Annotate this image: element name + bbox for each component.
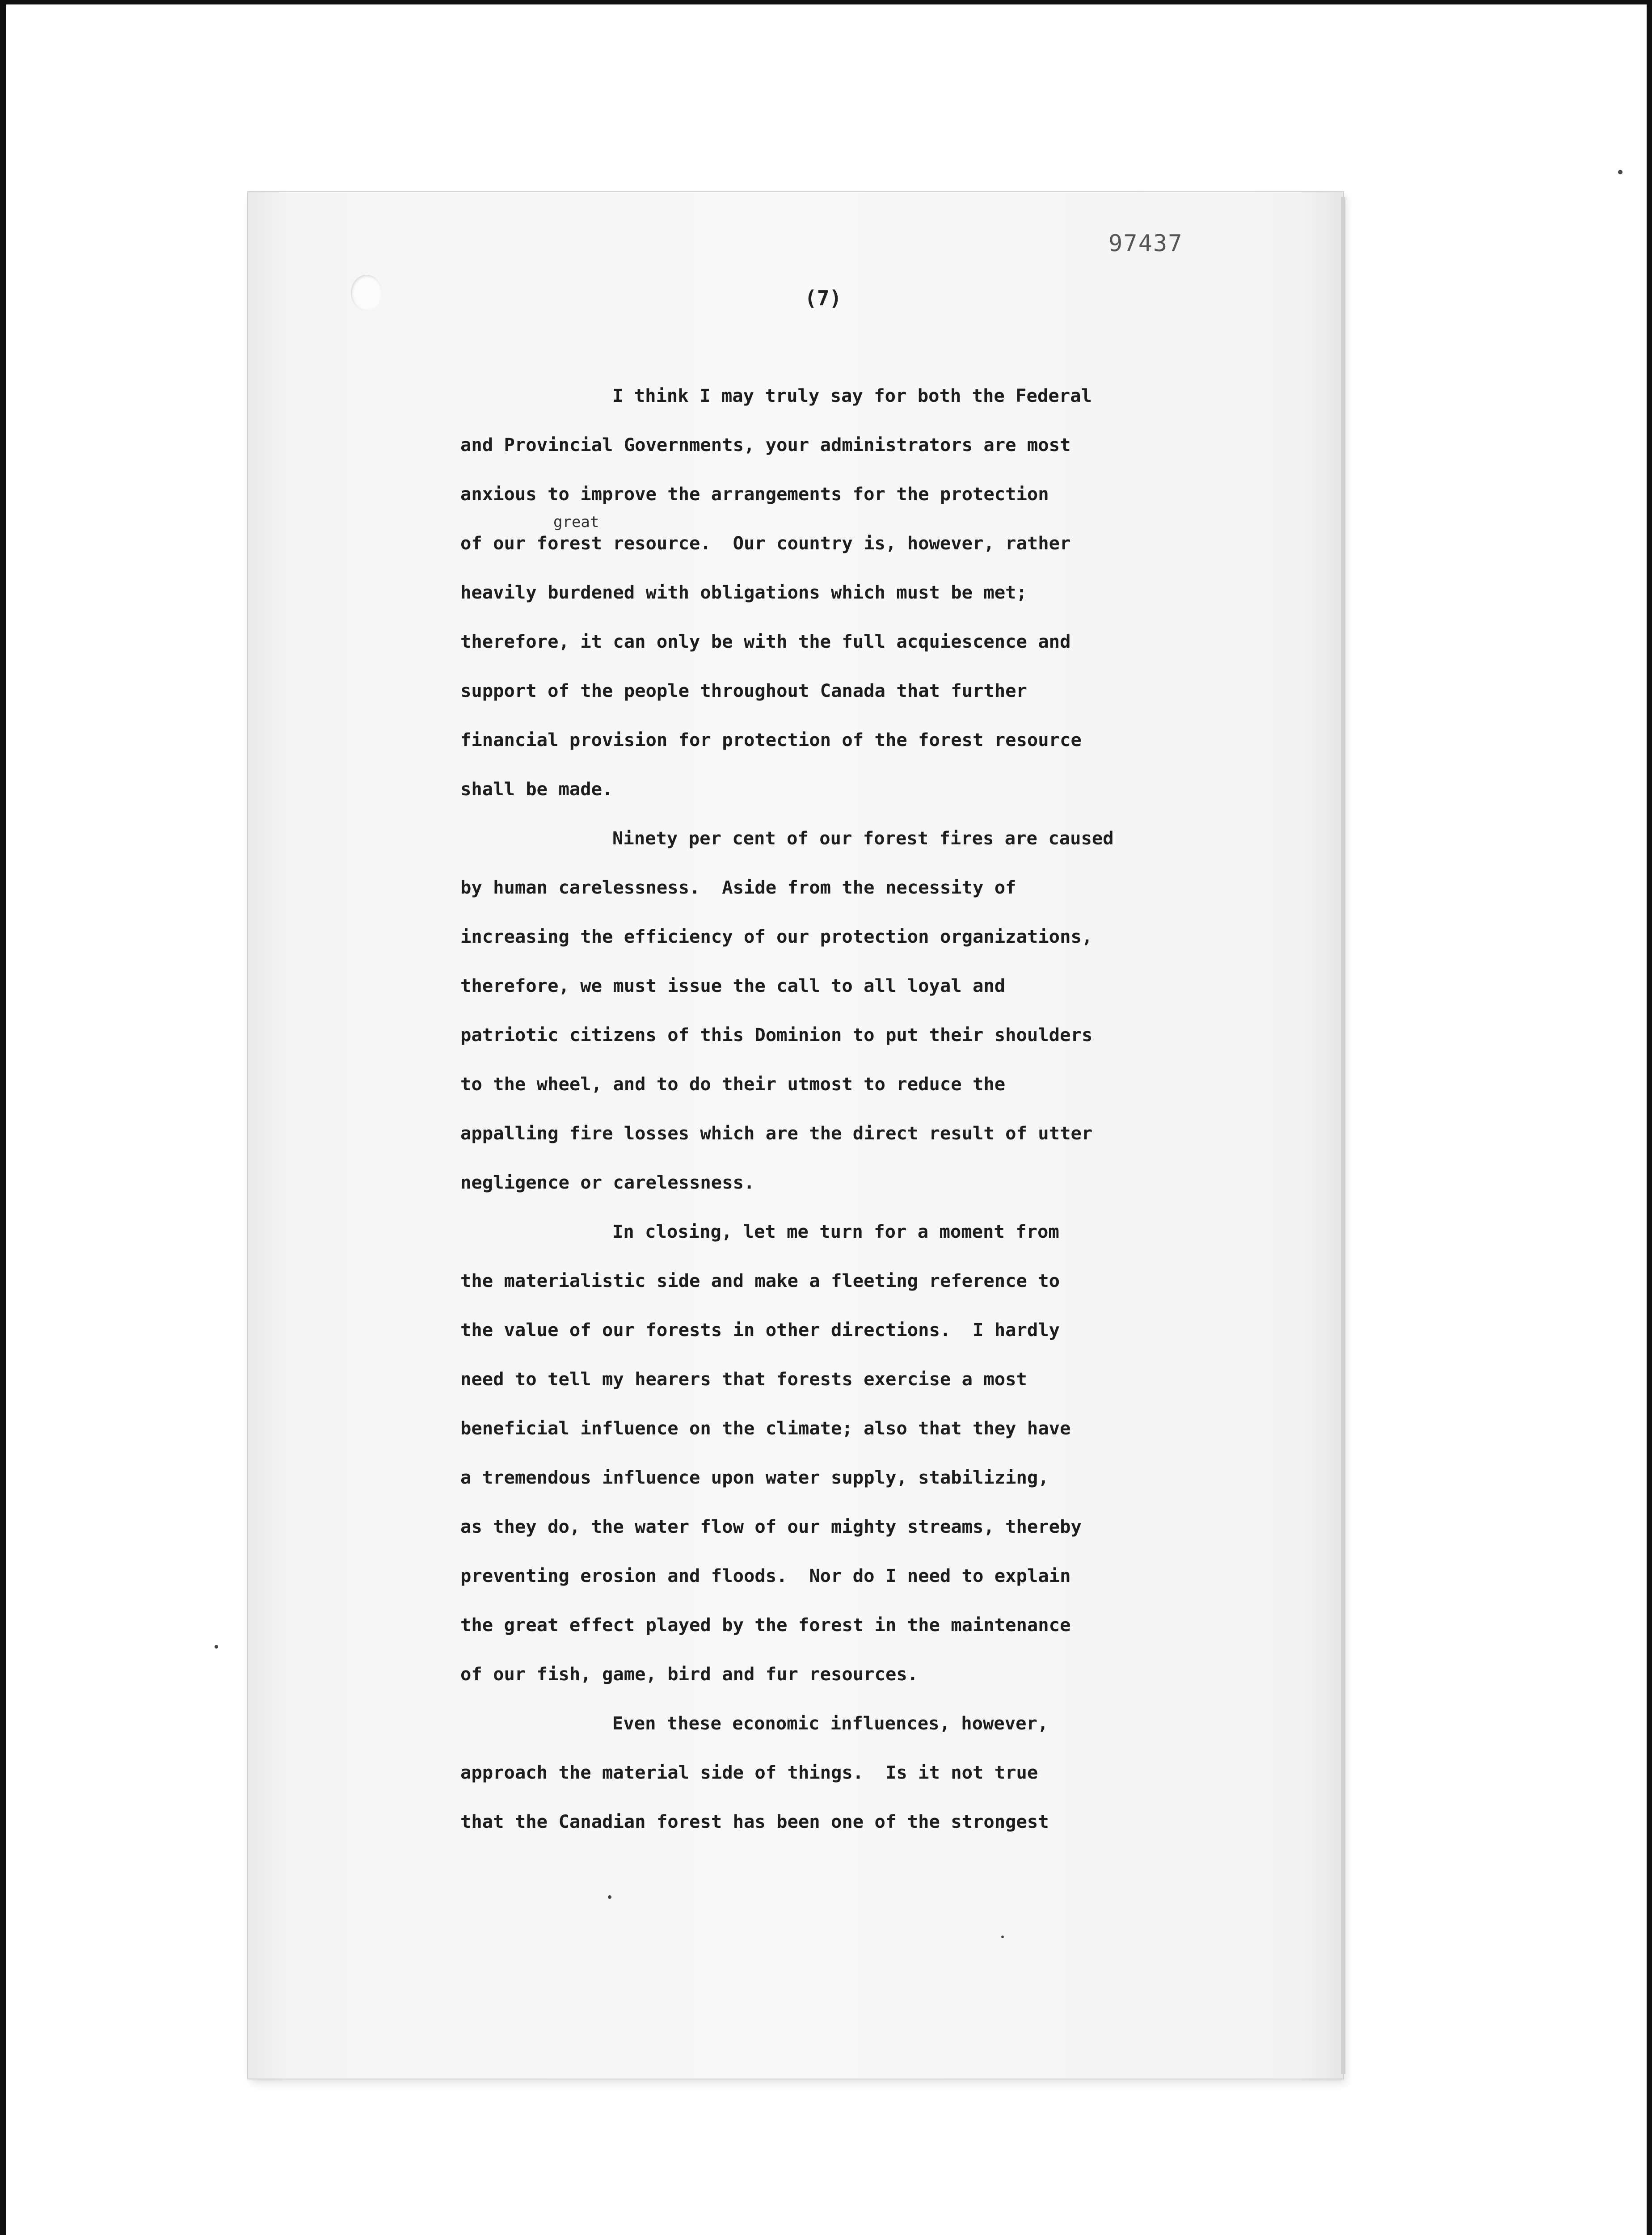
typed-line: a tremendous influence upon water supply, stabilizing, <box>460 1467 1049 1488</box>
typed-line: of our forest resource. Our country is, however, rather <box>460 532 1071 554</box>
frame-border-left <box>0 0 6 2235</box>
typed-line: beneficial influence on the climate; also that they have <box>460 1417 1071 1439</box>
typed-line: support of the people throughout Canada that further <box>460 680 1027 701</box>
typed-line: approach the material side of things. Is it not true <box>460 1762 1038 1783</box>
typed-line: appalling fire losses which are the direct result of utter <box>460 1122 1093 1144</box>
typed-line: the great effect played by the forest in the maintenance <box>460 1614 1071 1636</box>
typed-line: I think I may truly say for both the Federal <box>612 385 1092 406</box>
typed-line: the materialistic side and make a fleeting reference to <box>460 1270 1060 1291</box>
page-number: (7) <box>805 286 842 310</box>
typed-line: financial provision for protection of the forest resource <box>460 729 1082 751</box>
dust-speck <box>215 1645 218 1649</box>
sheet-edge-shadow <box>1341 197 1345 2074</box>
dust-speck <box>1001 1936 1004 1938</box>
dust-speck <box>1618 170 1622 174</box>
typed-line: need to tell my hearers that forests exercise a most <box>460 1368 1027 1390</box>
frame-border-right <box>1647 0 1652 2235</box>
typed-line: patriotic citizens of this Dominion to put their shoulders <box>460 1024 1093 1046</box>
dust-speck <box>608 1895 611 1899</box>
typed-text-body <box>460 371 1265 1846</box>
typed-line: as they do, the water flow of our mighty streams, thereby <box>460 1516 1082 1537</box>
typed-line: therefore, we must issue the call to all loyal and <box>460 975 1006 996</box>
punch-hole <box>351 275 382 311</box>
typed-line: of our fish, game, bird and fur resources. <box>460 1663 919 1685</box>
interlinear-insertion: great <box>553 513 599 531</box>
typed-line: Even these economic influences, however, <box>612 1712 1049 1734</box>
document-number: 97437 <box>1108 230 1183 257</box>
typed-line: preventing erosion and floods. Nor do I need to explain <box>460 1565 1071 1586</box>
typed-line: therefore, it can only be with the full acquiescence and <box>460 631 1071 652</box>
typed-line: that the Canadian forest has been one of the strongest <box>460 1811 1049 1832</box>
frame-border-top <box>0 0 1652 4</box>
typed-line: to the wheel, and to do their utmost to reduce the <box>460 1073 1006 1095</box>
typed-line: increasing the efficiency of our protection organizations, <box>460 926 1093 947</box>
typed-line: negligence or carelessness. <box>460 1172 755 1193</box>
typed-line: the value of our forests in other directions. I hardly <box>460 1319 1060 1341</box>
typed-line: by human carelessness. Aside from the necessity of <box>460 877 1016 898</box>
typed-line: heavily burdened with obligations which must be met; <box>460 582 1027 603</box>
typed-line: In closing, let me turn for a moment from <box>612 1221 1059 1242</box>
typed-line: anxious to improve the arrangements for the protection <box>460 483 1049 505</box>
typed-line: Ninety per cent of our forest fires are caused <box>612 827 1114 849</box>
typed-line: and Provincial Governments, your administrators are most <box>460 434 1071 455</box>
typed-line: shall be made. <box>460 778 613 800</box>
